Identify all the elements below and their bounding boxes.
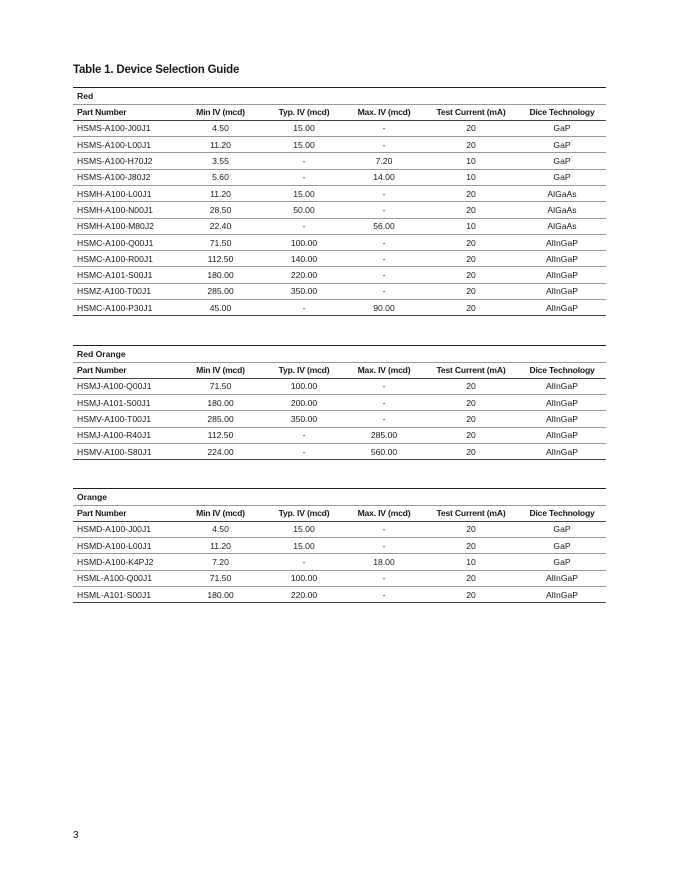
table-row <box>73 427 606 443</box>
column-header-min-iv: Min IV (mcd) <box>177 362 264 378</box>
column-header-dice-technology: Dice Technology <box>518 362 606 378</box>
cell-min-iv: 285.00 <box>177 283 264 299</box>
cell-test-current: 20 <box>424 120 518 136</box>
column-header-test-current: Test Current (mA) <box>424 505 518 521</box>
cell-dice-technology: GaP <box>518 137 606 153</box>
cell-dice-technology: AlGaAs <box>518 218 606 234</box>
cell-part-number: HSMJ-A100-Q00J1 <box>73 378 177 394</box>
table-row <box>73 120 606 136</box>
cell-test-current: 20 <box>424 586 518 602</box>
cell-typ-iv: - <box>264 153 344 169</box>
cell-dice-technology: AlInGaP <box>518 395 606 411</box>
cell-test-current: 20 <box>424 427 518 443</box>
group-title: Red <box>73 88 606 105</box>
table-section-red <box>73 87 606 316</box>
cell-part-number: HSMH-A100-M80J2 <box>73 218 177 234</box>
cell-dice-technology: AlGaAs <box>518 185 606 201</box>
group-title: Red Orange <box>73 346 606 363</box>
cell-part-number: HSMH-A100-L00J1 <box>73 185 177 201</box>
table-row <box>73 443 606 459</box>
page-number: 3 <box>73 830 79 841</box>
cell-test-current: 10 <box>424 153 518 169</box>
cell-min-iv: 112.50 <box>177 427 264 443</box>
table-section-red-orange <box>73 345 606 460</box>
cell-typ-iv: 200.00 <box>264 395 344 411</box>
cell-dice-technology: GaP <box>518 169 606 185</box>
cell-dice-technology: GaP <box>518 554 606 570</box>
cell-typ-iv: 15.00 <box>264 185 344 201</box>
cell-dice-technology: AlInGaP <box>518 586 606 602</box>
cell-max-iv: - <box>344 586 424 602</box>
cell-min-iv: 3.55 <box>177 153 264 169</box>
selection-table-red-orange <box>73 345 606 460</box>
cell-test-current: 20 <box>424 202 518 218</box>
cell-test-current: 20 <box>424 185 518 201</box>
cell-typ-iv: - <box>264 300 344 316</box>
table-row <box>73 300 606 316</box>
cell-dice-technology: AlInGaP <box>518 427 606 443</box>
cell-part-number: HSMV-A100-S80J1 <box>73 443 177 459</box>
column-header-max-iv: Max. IV (mcd) <box>344 362 424 378</box>
cell-min-iv: 4.50 <box>177 521 264 537</box>
cell-min-iv: 7.20 <box>177 554 264 570</box>
cell-part-number: HSMZ-A100-T00J1 <box>73 283 177 299</box>
cell-max-iv: 560.00 <box>344 443 424 459</box>
group-title: Orange <box>73 489 606 506</box>
cell-test-current: 20 <box>424 234 518 250</box>
column-header-part-number: Part Number <box>73 362 177 378</box>
cell-min-iv: 4.50 <box>177 120 264 136</box>
cell-test-current: 10 <box>424 218 518 234</box>
cell-part-number: HSML-A101-S00J1 <box>73 586 177 602</box>
table-section-orange <box>73 488 606 603</box>
cell-dice-technology: AlGaAs <box>518 202 606 218</box>
cell-min-iv: 28.50 <box>177 202 264 218</box>
column-header-test-current: Test Current (mA) <box>424 104 518 120</box>
column-header-test-current: Test Current (mA) <box>424 362 518 378</box>
cell-part-number: HSMS-A100-L00J1 <box>73 137 177 153</box>
cell-typ-iv: - <box>264 218 344 234</box>
cell-max-iv: - <box>344 251 424 267</box>
cell-max-iv: - <box>344 283 424 299</box>
cell-dice-technology: AlInGaP <box>518 300 606 316</box>
table-row <box>73 283 606 299</box>
cell-part-number: HSMV-A100-T00J1 <box>73 411 177 427</box>
column-header-typ-iv: Typ. IV (mcd) <box>264 505 344 521</box>
table-row <box>73 153 606 169</box>
cell-dice-technology: GaP <box>518 538 606 554</box>
cell-max-iv: - <box>344 411 424 427</box>
cell-dice-technology: GaP <box>518 120 606 136</box>
column-header-row <box>73 362 606 378</box>
table-row <box>73 202 606 218</box>
table-row <box>73 267 606 283</box>
cell-min-iv: 11.20 <box>177 538 264 554</box>
cell-test-current: 20 <box>424 395 518 411</box>
cell-max-iv: - <box>344 202 424 218</box>
page-title: Table 1. Device Selection Guide <box>73 64 240 76</box>
cell-min-iv: 45.00 <box>177 300 264 316</box>
column-header-typ-iv: Typ. IV (mcd) <box>264 104 344 120</box>
cell-test-current: 20 <box>424 267 518 283</box>
cell-dice-technology: AlInGaP <box>518 411 606 427</box>
table-row <box>73 169 606 185</box>
cell-typ-iv: 220.00 <box>264 586 344 602</box>
cell-part-number: HSMC-A100-Q00J1 <box>73 234 177 250</box>
cell-max-iv: 14.00 <box>344 169 424 185</box>
cell-test-current: 20 <box>424 251 518 267</box>
cell-part-number: HSMS-A100-H70J2 <box>73 153 177 169</box>
table-row <box>73 234 606 250</box>
cell-max-iv: 56.00 <box>344 218 424 234</box>
column-header-min-iv: Min IV (mcd) <box>177 505 264 521</box>
cell-test-current: 20 <box>424 570 518 586</box>
cell-typ-iv: - <box>264 427 344 443</box>
table-row <box>73 411 606 427</box>
cell-dice-technology: AlInGaP <box>518 378 606 394</box>
cell-part-number: HSMC-A100-P30J1 <box>73 300 177 316</box>
cell-part-number: HSML-A100-Q00J1 <box>73 570 177 586</box>
cell-min-iv: 71.50 <box>177 570 264 586</box>
cell-test-current: 10 <box>424 554 518 570</box>
table-row <box>73 251 606 267</box>
cell-max-iv: - <box>344 185 424 201</box>
cell-max-iv: - <box>344 395 424 411</box>
cell-typ-iv: - <box>264 443 344 459</box>
cell-part-number: HSMC-A101-S00J1 <box>73 267 177 283</box>
selection-table-red <box>73 87 606 316</box>
column-header-typ-iv: Typ. IV (mcd) <box>264 362 344 378</box>
cell-test-current: 20 <box>424 137 518 153</box>
cell-max-iv: 7.20 <box>344 153 424 169</box>
cell-dice-technology: AlInGaP <box>518 570 606 586</box>
cell-typ-iv: 15.00 <box>264 137 344 153</box>
selection-table-orange <box>73 488 606 603</box>
cell-typ-iv: 100.00 <box>264 378 344 394</box>
cell-max-iv: - <box>344 570 424 586</box>
cell-dice-technology: AlInGaP <box>518 234 606 250</box>
table-row <box>73 395 606 411</box>
cell-part-number: HSMJ-A100-R40J1 <box>73 427 177 443</box>
cell-max-iv: - <box>344 521 424 537</box>
cell-dice-technology: GaP <box>518 521 606 537</box>
table-row <box>73 218 606 234</box>
cell-min-iv: 112.50 <box>177 251 264 267</box>
cell-part-number: HSMH-A100-N00J1 <box>73 202 177 218</box>
cell-dice-technology: AlInGaP <box>518 283 606 299</box>
column-header-part-number: Part Number <box>73 104 177 120</box>
cell-min-iv: 180.00 <box>177 586 264 602</box>
cell-typ-iv: 350.00 <box>264 411 344 427</box>
cell-max-iv: - <box>344 538 424 554</box>
cell-min-iv: 180.00 <box>177 267 264 283</box>
cell-typ-iv: 50.00 <box>264 202 344 218</box>
table-row <box>73 554 606 570</box>
cell-max-iv: 90.00 <box>344 300 424 316</box>
cell-min-iv: 224.00 <box>177 443 264 459</box>
cell-max-iv: - <box>344 267 424 283</box>
table-row <box>73 586 606 602</box>
table-row <box>73 137 606 153</box>
column-header-max-iv: Max. IV (mcd) <box>344 104 424 120</box>
table-row <box>73 521 606 537</box>
cell-test-current: 10 <box>424 169 518 185</box>
cell-test-current: 20 <box>424 538 518 554</box>
cell-dice-technology: AlInGaP <box>518 443 606 459</box>
table-row <box>73 538 606 554</box>
column-header-row <box>73 104 606 120</box>
cell-test-current: 20 <box>424 283 518 299</box>
cell-part-number: HSMD-A100-K4PJ2 <box>73 554 177 570</box>
cell-max-iv: 285.00 <box>344 427 424 443</box>
cell-dice-technology: GaP <box>518 153 606 169</box>
cell-dice-technology: AlInGaP <box>518 267 606 283</box>
cell-max-iv: - <box>344 137 424 153</box>
column-header-row <box>73 505 606 521</box>
cell-test-current: 20 <box>424 411 518 427</box>
cell-max-iv: - <box>344 234 424 250</box>
cell-typ-iv: 100.00 <box>264 570 344 586</box>
cell-typ-iv: - <box>264 554 344 570</box>
cell-max-iv: - <box>344 378 424 394</box>
table-row <box>73 185 606 201</box>
cell-typ-iv: - <box>264 169 344 185</box>
column-header-part-number: Part Number <box>73 505 177 521</box>
column-header-max-iv: Max. IV (mcd) <box>344 505 424 521</box>
cell-typ-iv: 15.00 <box>264 521 344 537</box>
cell-part-number: HSMD-A100-L00J1 <box>73 538 177 554</box>
cell-typ-iv: 100.00 <box>264 234 344 250</box>
cell-max-iv: - <box>344 120 424 136</box>
cell-min-iv: 285.00 <box>177 411 264 427</box>
cell-test-current: 20 <box>424 300 518 316</box>
cell-part-number: HSMC-A100-R00J1 <box>73 251 177 267</box>
cell-part-number: HSMS-A100-J80J2 <box>73 169 177 185</box>
cell-typ-iv: 140.00 <box>264 251 344 267</box>
table-row <box>73 570 606 586</box>
cell-min-iv: 11.20 <box>177 185 264 201</box>
cell-part-number: HSMS-A100-J00J1 <box>73 120 177 136</box>
column-header-dice-technology: Dice Technology <box>518 505 606 521</box>
cell-typ-iv: 220.00 <box>264 267 344 283</box>
cell-min-iv: 22.40 <box>177 218 264 234</box>
cell-typ-iv: 15.00 <box>264 120 344 136</box>
cell-dice-technology: AlInGaP <box>518 251 606 267</box>
cell-test-current: 20 <box>424 378 518 394</box>
cell-min-iv: 71.50 <box>177 378 264 394</box>
cell-min-iv: 180.00 <box>177 395 264 411</box>
cell-test-current: 20 <box>424 521 518 537</box>
cell-part-number: HSMD-A100-J00J1 <box>73 521 177 537</box>
cell-min-iv: 71.50 <box>177 234 264 250</box>
cell-min-iv: 11.20 <box>177 137 264 153</box>
table-row <box>73 378 606 394</box>
column-header-dice-technology: Dice Technology <box>518 104 606 120</box>
cell-min-iv: 5.60 <box>177 169 264 185</box>
cell-typ-iv: 15.00 <box>264 538 344 554</box>
cell-test-current: 20 <box>424 443 518 459</box>
cell-typ-iv: 350.00 <box>264 283 344 299</box>
cell-part-number: HSMJ-A101-S00J1 <box>73 395 177 411</box>
cell-max-iv: 18.00 <box>344 554 424 570</box>
column-header-min-iv: Min IV (mcd) <box>177 104 264 120</box>
